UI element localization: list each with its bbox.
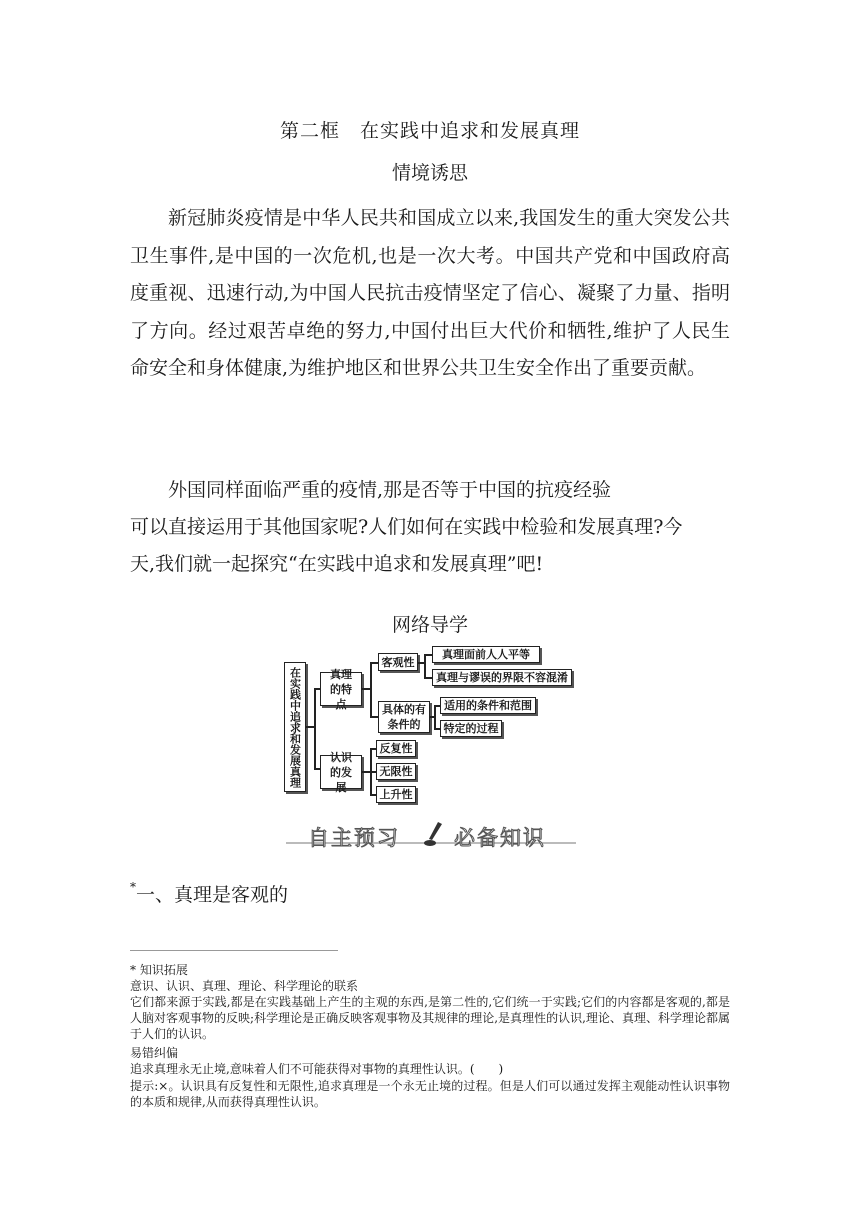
network-heading: 网络导学 — [391, 614, 468, 636]
concept-branch-cognition-development — [320, 750, 362, 794]
banner-left-text: 自主预习 — [308, 826, 400, 850]
intro-paragraph-2-line-2: 可以直接运用于其他国家呢?人们如何在实践中检验和发展真理?今 — [130, 516, 683, 538]
intro-paragraph-2-line-3: 天,我们就一起探究“在实践中追求和发展真理”吧! — [130, 553, 544, 575]
footnote-subtitle: 意识、认识、真理、理论、科学理论的联系 — [130, 979, 359, 993]
concept-root-label: 在实践中追求和发展真理 — [288, 666, 302, 788]
concept-truth-equal — [432, 646, 540, 663]
banner-right-text: 必备知识 — [454, 826, 546, 850]
concept-specific-process-label: 特定的过程 — [443, 722, 499, 735]
concept-branch-truth-features-label: 真理的特点 — [330, 667, 352, 711]
footnote-label: * 知识拓展 — [130, 963, 188, 977]
concept-repetitiveness — [376, 740, 416, 757]
intro-paragraph-2-line-1: 外国同样面临严重的疫情,那是否等于中国的抗疫经验 — [168, 479, 612, 501]
concept-branch-truth-features — [320, 667, 362, 711]
concept-repetitiveness-label: 反复性 — [379, 742, 413, 755]
footnote-divider — [130, 950, 338, 951]
concept-branch-cognition-development-label: 认识的发展 — [330, 750, 352, 794]
concept-conditions-scope-label: 适用的条件和范围 — [444, 699, 532, 712]
concept-objective-label: 客观性 — [381, 655, 415, 669]
concept-objective — [378, 653, 418, 671]
concept-infinity-label: 无限性 — [379, 765, 413, 778]
section-heading — [130, 880, 288, 907]
concept-infinity — [376, 763, 416, 780]
concept-truth-equal-label: 真理面前人人平等 — [442, 648, 530, 661]
section-heading-text: 一、真理是客观的 — [136, 884, 289, 906]
concept-root — [284, 662, 306, 792]
footnote-body: 它们都来源于实践,都是在实践基础上产生的主观的东西,是第二性的,它们统一于实践;它们的内容都是客观的,都是人脑对客观事物的反映;科学理论是正确反映客观事物及其规律的理论,是真理性的认识,理论、真理、科学理论都属于人们的认识。 — [130, 995, 730, 1041]
concept-specific-process — [440, 720, 502, 737]
concept-conditional-label: 具体的有条件的 — [382, 703, 426, 731]
concept-ascending — [376, 786, 416, 803]
footnote-question: 追求真理永无止境,意味着人们不可能获得对事物的真理性认识。( ) — [130, 1062, 504, 1076]
section-heading-context: 情境诱思 — [391, 162, 468, 184]
concept-conditions-scope — [440, 697, 536, 714]
concept-truth-error-boundary-label: 真理与谬误的界限不容混淆 — [436, 671, 568, 684]
ink-brush-icon — [424, 820, 446, 848]
footnote-error-title: 易错纠偏 — [130, 1046, 179, 1060]
page-title: 第二框 在实践中追求和发展真理 — [279, 120, 580, 142]
footnote-marker: * — [130, 880, 136, 894]
intro-paragraph: 新冠肺炎疫情是中华人民共和国成立以来,我国发生的重大突发公共卫生事件,是中国的一次危机,也是一次大考。中国共产党和中国政府高度重视、迅速行动,为中国人民抗击疫情坚定了信心、凝聚了力量、指明了方向。经过艰苦卓绝的努力,中国付出巨大代价和牺牲,维护了人民生命安全和身体健康,为维护地区和世界公共卫生安全作出了重要贡献。 — [130, 207, 730, 379]
concept-ascending-label: 上升性 — [379, 788, 413, 801]
self-study-banner — [286, 820, 576, 850]
concept-truth-error-boundary — [432, 669, 572, 686]
footnote-hint: 提示:×。认识具有反复性和无限性,追求真理是一个永无止境的过程。但是人们可以通过发挥主观能动性认识事物的本质和规律,从而获得真理性认识。 — [130, 1079, 730, 1109]
concept-conditional — [378, 701, 430, 733]
